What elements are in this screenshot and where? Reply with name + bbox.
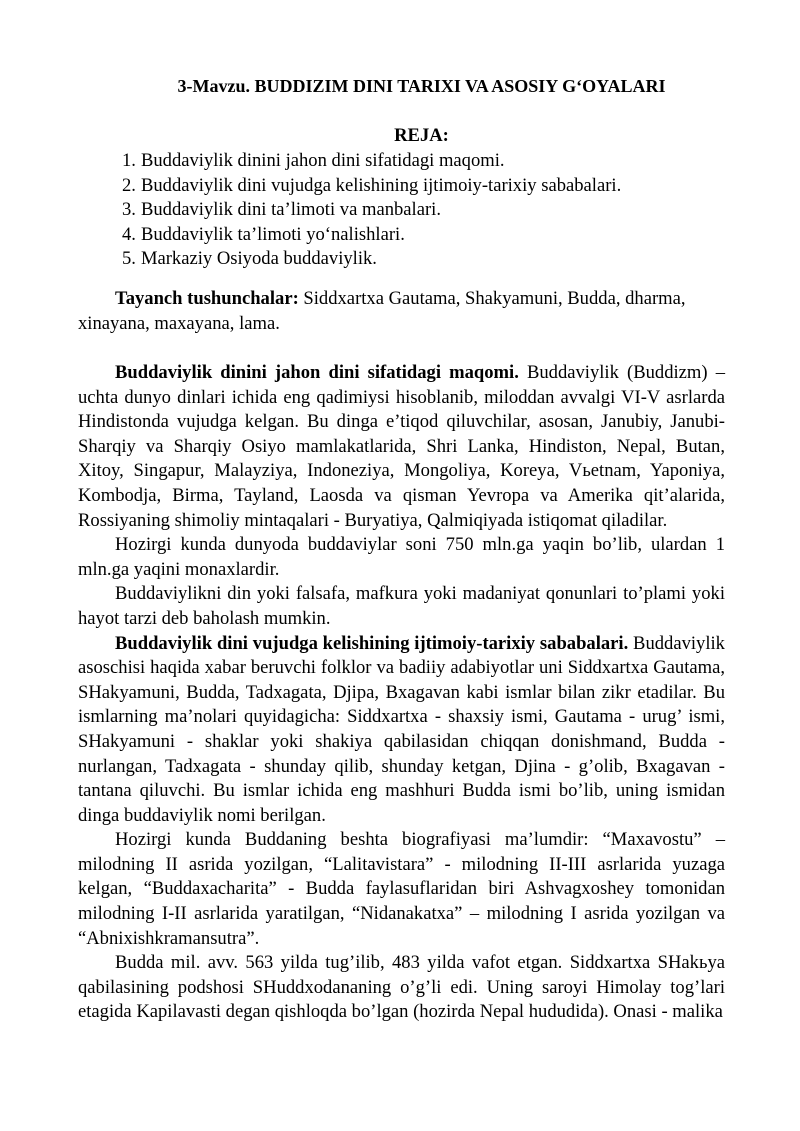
page-title: 3-Mavzu. BUDDIZIM DINI TARIXI VA ASOSIY G‘OYALARI xyxy=(177,76,666,96)
paragraph-text: Buddaviylik (Buddizm) – uchta dunyo dinlari ichida eng qadimiysi hisoblanib, miloddan avvalgi VI-V asrlarda Hindistonda vujudga kelgan. Bu dinga e’tiqod qiluvchilar, asosan, Janubiy, Janubi-Sharqiy va Sharqiy Osiyo mamlakatlarida, Shri Lanka, Hindiston, Nepal, Butan, Xitoy, Singapur, Malayziya, Indoneziya, Mongoliya, Koreya, Vьetnam, Yaponiya, Kombodja, Birma, Tayland, Laosda va qisman Yevropa va Amerika qit’alarida, Rossiyaning shimoliy mintaqalari - Buryatiya, Qalmiqiyada istiqomat qiladilar. xyxy=(78,362,725,531)
keywords-label: Tayanch tushunchalar: xyxy=(115,288,299,309)
keywords-paragraph xyxy=(78,287,725,336)
plan-item xyxy=(122,247,621,272)
section-heading: Buddaviylik dinini jahon dini sifatidagi maqomi. xyxy=(115,362,519,383)
plan-item xyxy=(122,174,621,199)
paragraph xyxy=(78,632,725,829)
plan-item-text: Buddaviylik dini ta’limoti va manbalari. xyxy=(140,199,441,221)
plan-item-number: 1. xyxy=(122,150,136,171)
plan-item-number: 5. xyxy=(122,248,136,270)
paragraph-text: Buddaviylik asoschisi haqida xabar beruvchi folklor va badiiy adabiyotlar uni Siddxartxa Gautama, SHakyamuni, Budda, Tadxagata, Djipa, Bxagavan kabi ismlar bilan zikr etadilar. Bu ismlarning ma’nolari quyidagicha: Siddxartxa - shaxsiy ismi, Gautama - urug’ ismi, SHakyamuni - shaklar yoki shakiya qabilasidan chiqqan donishmand, Budda - nurlangan, Tadxagata - shunday qilib, shunday ketgan, Djina - g’olib, Bxagavan - tantana qiluvchi. Bu ismlar ichida eng mashhuri Budda ismi bo’lib, uning ismidan dinga buddaviylik nomi berilgan. xyxy=(78,632,725,826)
plan-item-number: 4. xyxy=(122,223,136,245)
plan-item-text: Buddaviylik dini vujudga kelishining ijtimoiy-tarixiy sababalari. xyxy=(140,174,622,196)
paragraph-text: Budda mil. avv. 563 yilda tug’ilib, 483 yilda vafot etgan. Siddxartxa SHakьya qabilasining podshosi SHuddxodananing o’g’li edi. Uning saroyi Himolay tog’lari etagida Kapilavasti degan qishloqda bo’lgan (hozirda Nepal hududida). Onasi - malika xyxy=(78,952,725,1023)
paragraph xyxy=(78,533,725,582)
plan-heading: REJA: xyxy=(394,125,449,146)
plan-item-text: Markaziy Osiyoda buddaviylik. xyxy=(140,248,377,270)
plan-item xyxy=(122,149,621,174)
paragraph xyxy=(78,951,725,1025)
section-heading: Buddaviylik dini vujudga kelishining ijtimoiy-tarixiy sababalari. xyxy=(115,632,629,654)
keywords-text: Siddxartxa Gautama, Shakyamuni, Budda, dharma, xinayana, maxayana, lama. xyxy=(78,288,686,334)
plan-item xyxy=(122,198,621,223)
paragraph-text: Hozirgi kunda Buddaning beshta biografiyasi ma’lumdir: “Maxavostu” – milodning II asrida yozilgan, “Lalitavistara” - milodning II-III asrlarida yuzaga kelgan, “Buddaxacharita” - Budda faylasuflaridan biri Ashvagxoshey tomonidan milodning I-II asrlarida yaratilgan, “Nidanakatxa” – milodning I asrida yozilgan va “Abnixishkramansutra”. xyxy=(78,829,725,949)
plan-item-text: Buddaviylik dinini jahon dini sifatidagi maqomi. xyxy=(140,150,505,171)
paragraph xyxy=(78,582,725,631)
paragraph-text: Buddaviylikni din yoki falsafa, mafkura yoki madaniyat qonunlari to’plami yoki hayot tarzi deb baholash mumkin. xyxy=(78,583,725,629)
paragraph-text: Hozirgi kunda dunyoda buddaviylar soni 750 mln.ga yaqin bo’lib, ulardan 1 mln.ga yaqini monaxlardir. xyxy=(78,534,725,580)
paragraph xyxy=(78,361,725,533)
body-text xyxy=(78,361,725,1025)
plan-item xyxy=(122,223,621,248)
plan-item-number: 2. xyxy=(122,174,136,196)
plan-item-text: Buddaviylik ta’limoti yo‘nalishlari. xyxy=(140,223,405,245)
plan-list xyxy=(122,149,621,272)
plan-item-number: 3. xyxy=(122,199,136,221)
paragraph xyxy=(78,828,725,951)
